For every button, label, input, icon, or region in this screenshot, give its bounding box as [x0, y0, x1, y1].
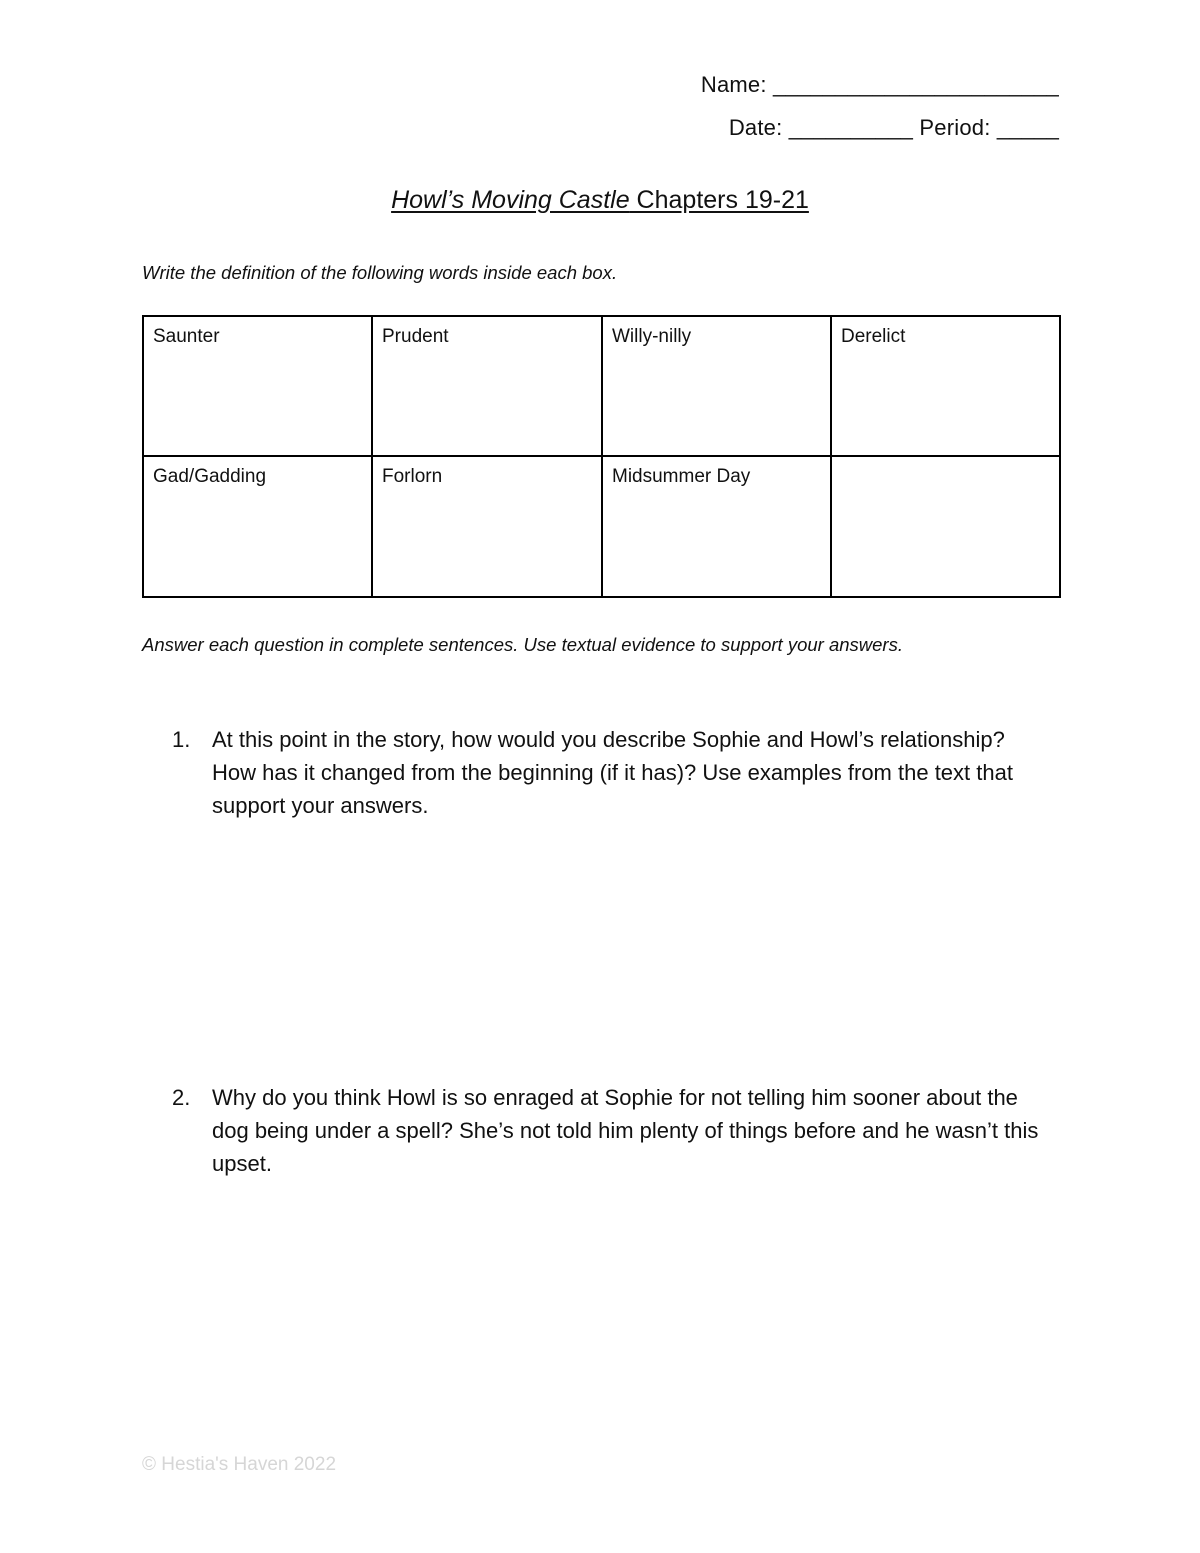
worksheet-title — [0, 186, 1200, 215]
vocab-cell[interactable]: Saunter — [144, 317, 373, 457]
question-item — [172, 1081, 1052, 1180]
vocab-cell[interactable]: Midsummer Day — [603, 457, 832, 596]
question-number: 1. — [172, 727, 191, 752]
vocab-instructions: Write the definition of the following words inside each box. — [142, 262, 618, 283]
vocab-cell[interactable]: Prudent — [373, 317, 603, 457]
chapter-range: Chapters 19-21 — [629, 186, 809, 214]
book-title: Howl’s Moving Castle — [391, 186, 630, 214]
vocab-cell[interactable]: Willy-nilly — [603, 317, 832, 457]
date-period-field-label: Date: __________ Period: _____ — [728, 115, 1059, 140]
vocab-cell[interactable]: Forlorn — [373, 457, 603, 596]
vocab-cell[interactable]: Derelict — [832, 317, 1059, 457]
vocab-cell-empty[interactable] — [832, 457, 1059, 596]
copyright-footer: © Hestia's Haven 2022 — [142, 1454, 337, 1475]
vocab-table — [142, 315, 1061, 598]
question-number: 2. — [172, 1085, 191, 1110]
question-item — [172, 723, 1052, 822]
vocab-cell[interactable]: Gad/Gadding — [144, 457, 373, 596]
name-field-label: Name: _______________________ — [700, 72, 1059, 97]
question-text: Why do you think Howl is so enraged at Sophie for not telling him sooner about the dog being under a spell? She’s not told him plenty of things before and he wasn’t this upset. — [212, 1085, 1039, 1176]
question-instructions: Answer each question in complete sentences. Use textual evidence to support your answers. — [142, 634, 903, 655]
question-text: At this point in the story, how would you describe Sophie and Howl’s relationship? How has it changed from the beginning (if it has)? Use examples from the text that support your answers. — [212, 727, 1013, 818]
